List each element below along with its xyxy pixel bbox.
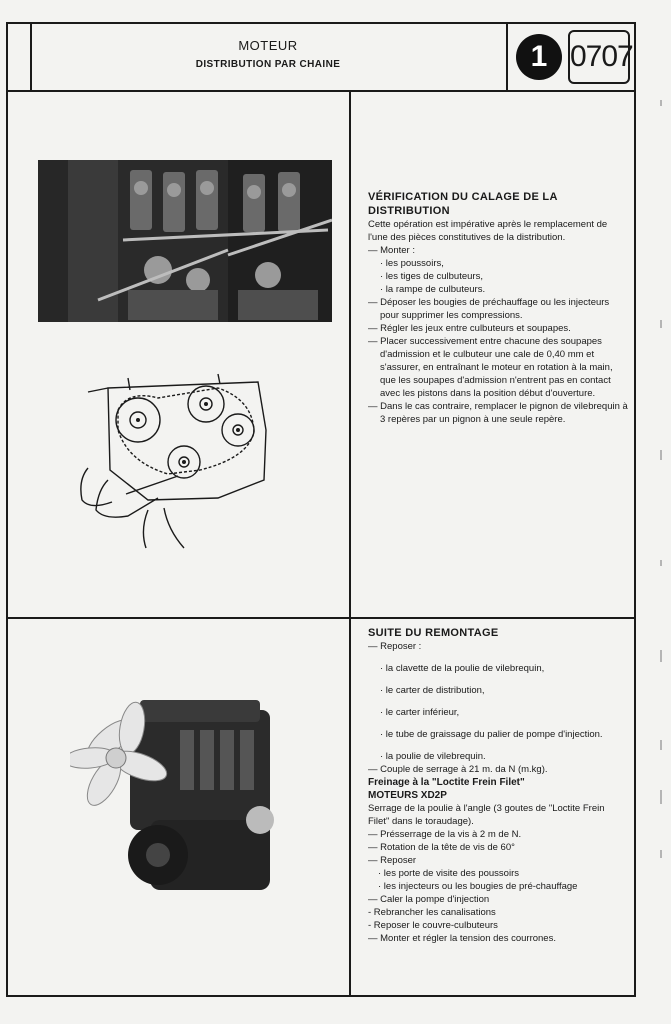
reposer2-item: · les injecteurs ou les bougies de pré-chauffage: [378, 881, 578, 892]
couple-serrage: — Couple de serrage à 21 m. da N (m.kg).: [368, 764, 548, 775]
reposer-item: · la clavette de la poulie de vilebrequin,: [380, 663, 545, 674]
header-title: MOTEUR: [238, 38, 298, 53]
reposer-item: · la poulie de vilebrequin.: [380, 751, 486, 762]
step-placer-cale: — Placer successivement entre chacune des soupapes d'admission et le culbuteur une cale de 0,40 mm et s'assurer, en entraînant le moteur en rotation à la main, que les soupapes d'admission n'entrent pas en contact avec les pistons dans la position début d'ouverture.: [368, 336, 613, 399]
monter-label: — Monter :: [368, 245, 415, 256]
section-number-badge: 1: [516, 34, 562, 80]
reposer2-label: — Reposer: [368, 855, 417, 866]
step-deposer-bougies: — Déposer les bougies de préchauffage ou les injecteurs pour supprimer les compressions.: [368, 297, 610, 321]
row-divider: [6, 617, 636, 619]
monter-item: · les tiges de culbuteurs,: [380, 271, 483, 282]
header-title-block: [30, 38, 506, 70]
reposer-label: — Reposer :: [368, 641, 422, 652]
page-code: 0707: [568, 30, 630, 84]
final-step: - Rebrancher les canalisations: [368, 907, 496, 918]
monter-item: · la rampe de culbuteurs.: [380, 284, 486, 295]
step-remplacer-pignon: — Dans le cas contraire, remplacer le pignon de vilebrequin à 3 repères par un pignon à une seule repère.: [368, 401, 628, 425]
section-calage: [368, 190, 628, 426]
final-step: — Monter et régler la tension des courrones.: [368, 933, 556, 944]
reposer-item: · le tube de graissage du palier de pompe d'injection.: [380, 729, 603, 740]
header-left-cell: [6, 22, 32, 90]
reposer-item: · le carter inférieur,: [380, 707, 460, 718]
header-number-block: [508, 22, 632, 90]
monter-item: · les poussoirs,: [380, 258, 444, 269]
section-calage-heading: VÉRIFICATION DU CALAGE DE LA DISTRIBUTION: [368, 191, 558, 217]
section-remontage-heading: SUITE DU REMONTAGE: [368, 627, 499, 639]
step-regler-jeux: — Régler les jeux entre culbuteurs et soupapes.: [368, 323, 571, 334]
engine-photo: [70, 680, 290, 912]
final-step: — Caler la pompe d'injection: [368, 894, 490, 905]
section-remontage: [368, 626, 628, 945]
final-step: - Reposer le couvre-culbuteurs: [368, 920, 498, 931]
intro-text: Cette opération est impérative après le remplacement de l'une des pièces constitutives de la distribution.: [368, 219, 608, 243]
valve-train-photo: [38, 160, 332, 322]
reposer-item: · le carter de distribution,: [380, 685, 485, 696]
page-header: [6, 22, 636, 92]
column-divider: [349, 92, 351, 995]
reposer2-item: · les porte de visite des poussoirs: [378, 868, 519, 879]
freinage-heading: Freinage à la "Loctite Frein Filet" MOTEURS XD2P: [368, 777, 525, 801]
serrage-text: Serrage de la poulie à l'angle (3 goutes de "Loctite Frein Filet" dans le toraudage).: [368, 803, 605, 827]
timing-chain-drawing: [68, 370, 278, 552]
rotation-text: — Rotation de la tête de vis de 60°: [368, 842, 515, 853]
page-edge-marks: [658, 90, 666, 990]
header-subtitle: DISTRIBUTION PAR CHAINE: [195, 59, 341, 70]
presserrage-text: — Présserrage de la vis à 2 m de N.: [368, 829, 522, 840]
